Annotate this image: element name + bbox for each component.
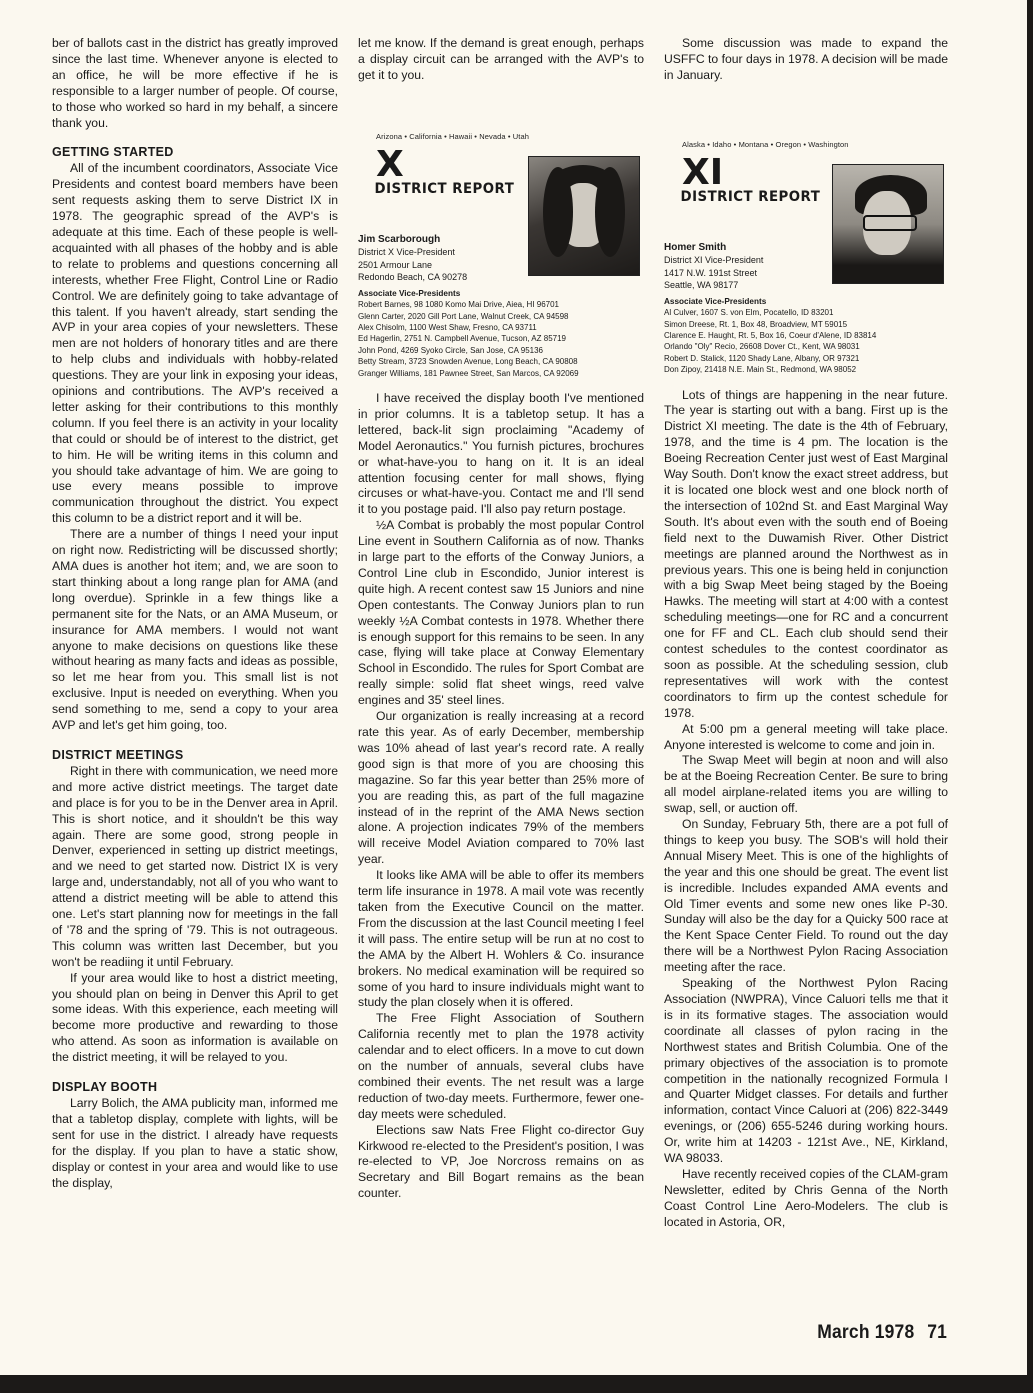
issue-date: March 1978 [817, 1322, 915, 1343]
vp-role: District XI Vice-President [664, 255, 764, 266]
paragraph: Lots of things are happening in the near future. The year is starting out with a bang. First up is the District XI meeting. The date is the 4th of February, 1978, and the time is 4 pm. The location is the Boeing Recreation Center just west of East Marginal Way South. Don't know the exact street address, but it is located one block west and one block north of the intersection of 102nd St. and East Marginal Way South. It's about even with the south end of Boeing field next to the Duwamish River. Other District meetings are planned around the Northwest as in previous years. This one is being held in conjunction with a big Swap Meet being staged by the Boeing Hawks. The meeting will start at 4:00 with a contest scheduling meetings—one for RC and a concurrent one for FF and CL. Each club should send their contest schedules to the contest coordinator as soon as possible. At the scheduling session, club representatives will work with the contest coordinators to firm up the contest schedule for 1978. [664, 387, 948, 720]
avp-entry: Don Zipoy, 21418 N.E. Main St., Redmond, WA 98052 [664, 365, 857, 375]
column-2 [358, 36, 644, 1202]
district-report-title: DISTRICT REPORT [374, 180, 515, 197]
vp-portrait-photo [528, 156, 640, 276]
vp-address-line1: 2501 Armour Lane [358, 259, 433, 270]
paragraph: If your area would like to host a district meeting, you should plan on being in Denver this April to get some ideas. With this experience, each meeting will become more productive and rewarding to those who attend. As soon as information is available on the district meeting, it will be relayed to you. [52, 970, 338, 1065]
photo-hair-side [543, 167, 573, 257]
photo-glasses-shape [863, 215, 917, 231]
avp-heading: Associate Vice-Presidents [664, 296, 767, 306]
avp-entry: Robert D. Stalick, 1120 Shady Lane, Albany, OR 97321 [664, 353, 860, 363]
vp-address-line2: Redondo Beach, CA 90278 [358, 272, 468, 283]
vp-address-line1: 1417 N.W. 191st Street [664, 267, 758, 278]
avp-entry: Alex Chisolm, 1100 West Shaw, Fresno, CA 93711 [358, 322, 537, 332]
paragraph: Have recently received copies of the CLAM-gram Newsletter, edited by Chris Genna of the North Coast Control Line Aero-Modelers. The club is located in Astoria, OR, [664, 1166, 948, 1229]
spacer [358, 84, 644, 132]
paragraph: Larry Bolich, the AMA publicity man, informed me that a tabletop display, complete with lights, will be sent for use in the district. I already have requests for the display. If you plan to have a static show, display or contest in your area and would like to use the display, [52, 1096, 338, 1190]
photo-hair-side [595, 167, 625, 257]
paragraph: At 5:00 pm a general meeting will take place. Anyone interested is welcome to come and join in. [664, 721, 948, 752]
avp-entry: Robert Barnes, 98 1080 Komo Mai Drive, Aiea, HI 96701 [358, 300, 559, 310]
vp-role: District X Vice-President [358, 247, 455, 258]
avp-entry: Granger Williams, 181 Pawnee Street, San Marcos, CA 92069 [358, 368, 579, 378]
paragraph: It looks like AMA will be able to offer its members term life insurance in 1978. A mail vote was recently taken from the Executive Council on the matter. From the discussion at the last Council meeting I feel it will pass. The entire setup will be run at no cost to the AMA by the Albert H. Wohlers & Co. insurance brokers. No medical examination will be required so some of you hard to insure individuals might want to study the plan closely when it is offered. [358, 868, 644, 1010]
paragraph: The Free Flight Association of Southern California recently met to plan the 1978 activity calendar and to elect officers. In a move to cut down on the number of annuals, several clubs have combined their events. The net result was a large reduction of two-day meets. Furthermore, fewer one-day meets were scheduled. [358, 1011, 644, 1121]
vice-president-contact [664, 242, 763, 292]
paragraph: There are a number of things I need your input on right now. Redistricting will be discussed shortly; AMA dues is another hot item; and, we are soon to start thinking about a long range plan for AMA (and long overdue). Sprinkle in a few things like a permanent site for the Nats, or an AMA Museum, or insurance for AMA members. I would not want anyone to make decisions on questions like these without hearing as many facts and ideas as possible, so let me hear from you. This small list is not exclusive. Input is needed on everything. When you send something to me, send a copy to your area AVP and let's get him going, too. [52, 527, 338, 733]
avp-entry: Glenn Carter, 2020 Gill Port Lane, Walnut Creek, CA 94598 [358, 311, 569, 321]
avp-entry: Orlando "Oly" Recio, 26608 Dover Ct., Kent, WA 98031 [664, 342, 860, 352]
continued-paragraph: Some discussion was made to expand the USFFC to four days in 1978. A decision will be made in January. [664, 36, 948, 82]
continued-paragraph: ber of ballots cast in the district has greatly improved since the last time. Whenever anyone is elected to an office, he will be more effective if he is responsible to a larger number of people. Of course, to those who worked so hard in my behalf, a sincere thank you. [52, 36, 338, 130]
associate-vp-list [664, 296, 948, 376]
vp-address-line2: Seattle, WA 98177 [664, 280, 739, 291]
district-numeral: XI [682, 151, 724, 193]
paragraph: Elections saw Nats Free Flight co-director Guy Kirkwood re-elected to the President's position, I was re-elected to VP, Joe Norcross remains on as Secretary and Bill Bogart remains as the bean counter. [358, 1122, 644, 1201]
paragraph: Right in there with communication, we need more and more active district meetings. The target date and place is for you to be in the Denver area in April. This is short notice, and it shouldn't be this way again. There are some good, strong people in Denver, experienced in setting up district meetings, and we need to get started now. District IX is very large and, understandably, not all of you who want to attend a district meeting will be able to attend this one. Let's start planning now for meetings in the fall of '78 and the spring of '79. This is not outrageous. This column was written last December, but you won't be readiing it until February. [52, 763, 338, 969]
vice-president-contact [358, 234, 467, 284]
paragraph: The Swap Meet will begin at noon and will also be at the Boeing Recreation Center. Be sure to bring all model airplane-related items you are willing to swap, sell, or auction off. [664, 753, 948, 816]
avp-entry: Al Culver, 1607 S. von Elm, Pocatello, ID 83201 [664, 308, 834, 318]
district-states: Alaska • Idaho • Montana • Oregon • Washington [682, 139, 849, 149]
district-numeral: X [376, 143, 404, 185]
vp-name: Jim Scarborough [358, 233, 441, 245]
avp-entry: Simon Dreese, Rt. 1, Box 48, Broadview, MT 59015 [664, 319, 848, 329]
column-3 [664, 36, 948, 1231]
paragraph: I have received the display booth I've mentioned in prior columns. It is a tabletop setup. It has a lettered, back-lit sign proclaiming "Academy of Model Aeronautics." You furnish pictures, brochures or what-have-you to hang on it. It is an ideal attention focusing center for mall shows, flying circuses or what-have-you. Contact me and I'll send it to you postage paid. I'll also pay return postage. [358, 390, 644, 517]
associate-vp-list [358, 288, 644, 379]
page-footer [817, 1322, 947, 1344]
section-heading-district-meetings: DISTRICT MEETINGS [52, 747, 184, 762]
avp-entry: Ed Hagerlin, 2751 N. Campbell Avenue, Tucson, AZ 85719 [358, 334, 566, 344]
continued-paragraph: let me know. If the demand is great enough, perhaps a display circuit can be arranged with the AVP's to get it to you. [358, 36, 644, 82]
district-report-title: DISTRICT REPORT [680, 188, 821, 205]
vp-portrait-photo [832, 164, 944, 284]
paragraph: Speaking of the Northwest Pylon Racing Association (NWPRA), Vince Caluori tells me that it is in its formative stages. The association would coordinate all classes of pylon racing in the Northwest states and British Columbia. One of the primary objectives of the association is to promote competition in the nationally recognized Formula I and Quarter Midget classes. For details and further information, contact Vince Caluori at (206) 822-3449 evenings, or (206) 655-5246 during working hours. Or, write him at 14203 - 121st Ave., NE, Kirkland, WA 98033. [664, 976, 948, 1166]
avp-heading: Associate Vice-Presidents [358, 288, 461, 298]
paragraph: All of the incumbent coordinators, Associate Vice Presidents and contest board members have been sent requests asking them to serve District IX in 1978. The geographic spread of the AVP's is adequate at this time. Each of these people is well-acquainted with all phases of the hobby and is able to relate to problems and questions concerning all interests, whether Free Flight, Control Line or Radio Control. We are definitely going to take advantage of this talent. If you haven't already, start sending the AVP in your area copies of your newsletters. These men are not holders of honorary titles and are there to help clubs and individuals with hobby-related questions. They are your link in exposing your ideas, opinions and contributions. The AVP's received a letter asking for their contributions to this monthly column. If you feel there is an activity in your locality that could or should be of interest to the district, get to him. He will be writing items in this column and you should take advantage of him. We are going to use every means possible to improve communication throughout the district. You expect this column to be a district report and it will be. [52, 161, 338, 526]
vp-name: Homer Smith [664, 241, 727, 253]
avp-entry: Betty Stream, 3723 Snowden Avenue, Long Beach, CA 90808 [358, 357, 578, 367]
paragraph: On Sunday, February 5th, there are a pot full of things to keep you busy. The SOB's will hold their Annual Misery Meet. This is one of the highlights of the year and this one should be great. The event list is incredible. Includes expanded AMA events and Old Timer events and some new ones like P-30. Sunday will also be the day for a Quicky 500 race at the Kent Space Center Field. To round out the day there will be a Northwest Pylon Racing Association meeting after the race. [664, 817, 948, 975]
paragraph: ½A Combat is probably the most popular Control Line event in Southern California as of now. Thanks in large part to the efforts of the Conway Juniors, a Control Line club in Escondido, Junior interest is quite high. A recent contest saw 15 Juniors and nine Open contestants. The Conway Juniors plan to run weekly ½A Combat contests in 1978. Whether there is enough support for this remains to be seen. In any case, flying will take place at Conway Elementary School in Escondido. The rules for Sport Combat are really simple: solid flat sheet wings, reed valve engines and 35' steel lines. [358, 518, 644, 708]
district-states: Arizona • California • Hawaii • Nevada • Utah [376, 131, 529, 141]
section-heading-getting-started: GETTING STARTED [52, 145, 174, 160]
page-number: 71 [927, 1322, 947, 1343]
section-heading-display-booth: DISPLAY BOOTH [52, 1080, 158, 1095]
paragraph: Our organization is really increasing at a record rate this year. As of early December, membership was 10% ahead of last year's record rate. A really good sign is that more of you are choosing this magazine. So far this year better than 25% more of you are reading this, as part of the full magazine instead of in the reprint of the AMA News section alone. A projection indicates 79% of the members will receive Model Aviation compared to 70% last year. [358, 709, 644, 867]
avp-entry: Clarence E. Haught, Rt. 5, Box 16, Coeur d'Alene, ID 83814 [664, 330, 877, 340]
spacer [664, 84, 948, 140]
column-1 [52, 36, 338, 1191]
district-xi-header [664, 151, 948, 294]
avp-entry: John Pond, 4269 Syoko Circle, San Jose, CA 95136 [358, 345, 544, 355]
district-x-header [358, 143, 644, 286]
